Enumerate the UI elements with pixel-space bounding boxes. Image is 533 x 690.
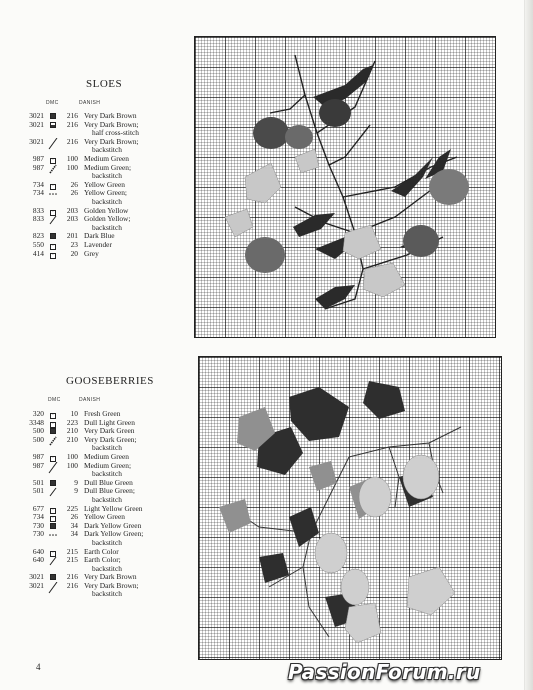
danish-number: 215 <box>66 555 78 565</box>
color-name: Yellow Green <box>84 512 125 522</box>
danish-number: 210 <box>66 426 78 436</box>
dmc-number: 3348 <box>29 417 44 427</box>
color-name: Yellow Green <box>84 179 125 189</box>
dmc-number: 730 <box>32 520 44 530</box>
danish-number: 34 <box>70 529 78 539</box>
dmc-number: 501 <box>32 486 44 496</box>
chart-symbol <box>48 453 58 461</box>
color-name: Medium Green; <box>84 162 131 172</box>
color-name: Medium Green <box>84 451 129 461</box>
chart-symbol <box>48 155 58 163</box>
dmc-number: 640 <box>32 555 44 565</box>
chart-symbol <box>48 410 58 418</box>
color-name: Dull Blue Green; <box>84 486 135 496</box>
chart-symbol <box>48 513 58 521</box>
dmc-number: 550 <box>32 239 44 249</box>
stitch-type: backstitch <box>92 537 122 547</box>
gooseberries-col-dmc: DMC <box>48 397 61 403</box>
chart-symbol-box-icon: · <box>50 244 56 250</box>
chart-symbol-filled-box-icon <box>50 233 56 239</box>
sloes-chart <box>194 36 496 338</box>
stitch-type: backstitch <box>92 145 122 155</box>
color-name: Grey <box>84 248 99 258</box>
chart-symbol <box>48 189 58 197</box>
chart-symbol <box>48 548 58 556</box>
chart-symbol <box>48 181 58 189</box>
chart-symbol <box>48 582 58 590</box>
stitch-type: backstitch <box>92 589 122 599</box>
sloes-color-key <box>22 112 192 258</box>
chart-symbol <box>48 556 58 564</box>
chart-symbol-box-icon: · <box>50 456 56 462</box>
danish-number: 10 <box>70 409 78 418</box>
stitch-type: backstitch <box>92 469 122 479</box>
dmc-number: 833 <box>32 214 44 224</box>
chart-symbol-filled-box-icon <box>50 480 56 486</box>
danish-number: 216 <box>66 111 78 120</box>
dmc-number: 730 <box>32 529 44 539</box>
color-name: Very Dark Brown <box>84 572 137 582</box>
chart-symbol <box>48 530 58 538</box>
color-name: Lavender <box>84 239 112 249</box>
dmc-number: 987 <box>32 162 44 172</box>
stitch-type: backstitch <box>92 494 122 504</box>
color-name: Medium Green; <box>84 460 131 470</box>
danish-number: 225 <box>66 503 78 513</box>
danish-number: 9 <box>74 486 78 496</box>
sloes-motif <box>195 37 495 337</box>
dmc-number: 501 <box>32 477 44 487</box>
color-name: Earth Color; <box>84 555 121 565</box>
chart-symbol <box>48 462 58 470</box>
color-name: Golden Yellow <box>84 205 129 215</box>
chart-symbol-box-icon: · <box>50 551 56 557</box>
chart-symbol <box>48 573 58 581</box>
color-name: Earth Color <box>84 546 119 556</box>
dmc-number: 734 <box>32 188 44 198</box>
danish-number: 216 <box>66 136 78 146</box>
stitch-type: backstitch <box>92 563 122 573</box>
color-name: Very Dark Brown <box>84 111 137 120</box>
chart-symbol <box>48 487 58 495</box>
chart-symbol <box>48 427 58 435</box>
dmc-number: 500 <box>32 434 44 444</box>
chart-symbol <box>48 121 58 129</box>
color-name: Light Yellow Green <box>84 503 143 513</box>
page-number: 4 <box>36 662 41 672</box>
chart-symbol-box-icon: · <box>50 253 56 259</box>
color-name: Dark Yellow Green <box>84 520 142 530</box>
chart-symbol <box>48 436 58 444</box>
sloes-title: SLOES <box>86 78 123 90</box>
chart-symbol <box>48 164 58 172</box>
dmc-number: 3021 <box>29 136 44 146</box>
danish-number: 100 <box>66 460 78 470</box>
page-edge <box>524 0 533 690</box>
color-name: Dull Blue Green <box>84 477 133 487</box>
danish-number: 20 <box>70 248 78 258</box>
color-name: Dark Yellow Green; <box>84 529 144 539</box>
color-name: Very Dark Brown; <box>84 119 139 129</box>
chart-symbol-half-box-icon <box>50 122 56 128</box>
danish-number: 26 <box>70 188 78 198</box>
color-name: Fresh Green <box>84 409 121 418</box>
danish-number: 26 <box>70 179 78 189</box>
chart-symbol-box-icon: · <box>50 422 56 428</box>
color-name: Dull Light Green <box>84 417 135 427</box>
danish-number: 26 <box>70 512 78 522</box>
gooseberries-title: GOOSEBERRIES <box>66 375 154 387</box>
danish-number: 201 <box>66 231 78 241</box>
dmc-number: 987 <box>32 153 44 163</box>
danish-number: 100 <box>66 153 78 163</box>
dmc-number: 677 <box>32 503 44 513</box>
danish-number: 216 <box>66 119 78 129</box>
danish-number: 100 <box>66 162 78 172</box>
dmc-number: 3021 <box>29 572 44 582</box>
dmc-number: 987 <box>32 451 44 461</box>
dmc-number: 823 <box>32 231 44 241</box>
danish-number: 100 <box>66 451 78 461</box>
color-name: Dark Blue <box>84 231 115 241</box>
chart-symbol-filled-box-icon <box>50 428 56 434</box>
chart-symbol <box>48 232 58 240</box>
chart-symbol <box>48 250 58 258</box>
danish-number: 203 <box>66 214 78 224</box>
chart-symbol-box-icon: · <box>50 508 56 514</box>
sloes-col-dmc: DMC <box>46 100 59 106</box>
chart-symbol <box>48 207 58 215</box>
chart-symbol <box>48 522 58 530</box>
chart-symbol <box>48 138 58 146</box>
chart-symbol <box>48 505 58 513</box>
stitch-type: backstitch <box>92 222 122 232</box>
danish-number: 23 <box>70 239 78 249</box>
gooseberries-col-danish: DANISH <box>79 397 101 403</box>
gooseberries-motif <box>199 357 501 659</box>
danish-number: 34 <box>70 520 78 530</box>
stitch-type: backstitch <box>92 171 122 181</box>
chart-symbol-box-icon: · <box>50 158 56 164</box>
dmc-number: 414 <box>32 248 44 258</box>
color-name: Yellow Green; <box>84 188 127 198</box>
dmc-number: 500 <box>32 426 44 436</box>
danish-number: 215 <box>66 546 78 556</box>
chart-symbol-filled-box-icon <box>50 523 56 529</box>
chart-symbol <box>48 241 58 249</box>
chart-symbol-box-icon: · <box>50 210 56 216</box>
color-name: Very Dark Brown; <box>84 580 139 590</box>
color-name: Medium Green <box>84 153 129 163</box>
chart-symbol <box>48 215 58 223</box>
dmc-number: 734 <box>32 179 44 189</box>
color-name: Very Dark Green <box>84 426 135 436</box>
gooseberries-color-key <box>22 410 198 599</box>
color-name: Very Dark Brown; <box>84 136 139 146</box>
danish-number: 203 <box>66 205 78 215</box>
color-name: Golden Yellow; <box>84 214 131 224</box>
dmc-number: 833 <box>32 205 44 215</box>
key-row-note <box>22 590 198 599</box>
dmc-number: 734 <box>32 512 44 522</box>
danish-number: 216 <box>66 572 78 582</box>
color-name: Very Dark Green; <box>84 434 137 444</box>
gooseberries-chart <box>198 356 502 660</box>
danish-number: 9 <box>74 477 78 487</box>
stitch-type: backstitch <box>92 196 122 206</box>
dmc-number: 3021 <box>29 580 44 590</box>
key-row <box>22 250 192 259</box>
chart-symbol <box>48 419 58 427</box>
chart-symbol <box>48 112 58 120</box>
stitch-type: half cross-stitch <box>92 128 139 138</box>
chart-symbol-box-icon: · <box>50 516 56 522</box>
key-row <box>22 241 192 250</box>
chart-symbol-box-icon: · <box>50 413 56 419</box>
danish-number: 210 <box>66 434 78 444</box>
chart-symbol-filled-box-icon <box>50 113 56 119</box>
chart-symbol <box>48 479 58 487</box>
dmc-number: 3021 <box>29 111 44 120</box>
danish-number: 216 <box>66 580 78 590</box>
dmc-number: 320 <box>32 409 44 418</box>
dmc-number: 640 <box>32 546 44 556</box>
site-watermark: PassionForum.ru <box>288 660 481 684</box>
dmc-number: 987 <box>32 460 44 470</box>
chart-symbol-box-icon: · <box>50 184 56 190</box>
stitch-type: backstitch <box>92 443 122 453</box>
danish-number: 223 <box>66 417 78 427</box>
dmc-number: 3021 <box>29 119 44 129</box>
sloes-col-danish: DANISH <box>79 100 101 106</box>
chart-symbol-filled-box-icon <box>50 574 56 580</box>
